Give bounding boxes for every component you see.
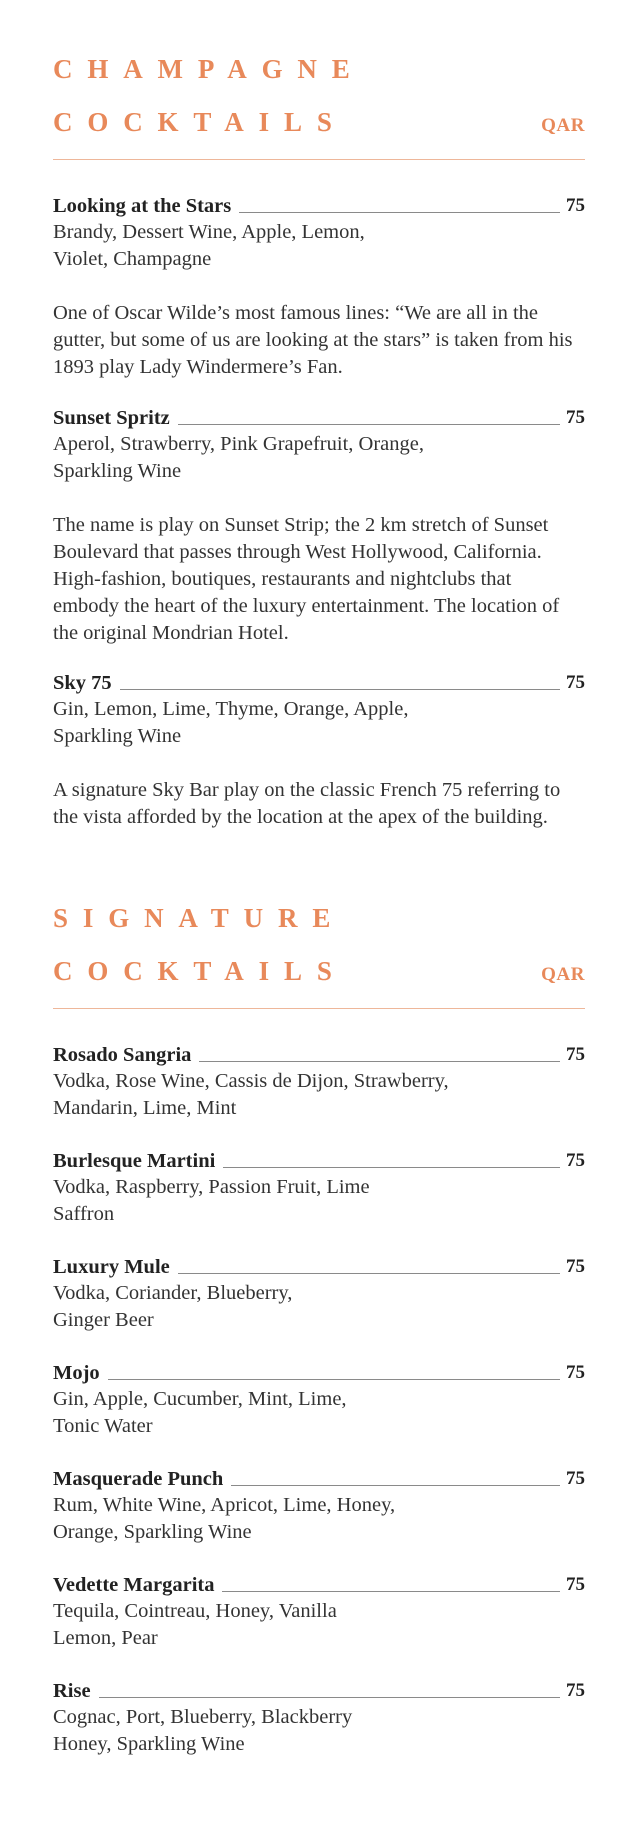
- menu-item: [53, 1360, 585, 1440]
- menu-item-header: [53, 1148, 585, 1174]
- currency-label: QAR: [541, 115, 585, 136]
- section-champagne-cocktails: [53, 54, 585, 828]
- menu-item-header: [53, 1042, 585, 1068]
- ingredients-line: Vodka, Coriander, Blueberry,: [53, 1282, 293, 1304]
- section-title-line2: COCKTAILS: [53, 107, 347, 137]
- menu-item-header: [53, 1254, 585, 1280]
- ingredients-line: Violet, Champagne: [53, 248, 212, 270]
- menu-item-price: 75: [566, 1150, 585, 1171]
- menu-item: [53, 1148, 585, 1228]
- ingredients-line: Gin, Lemon, Lime, Thyme, Orange, Apple,: [53, 698, 409, 720]
- dotted-leader: [231, 1485, 560, 1486]
- menu-item-ingredients: [53, 219, 585, 273]
- ingredients-line: Vodka, Raspberry, Passion Fruit, Lime: [53, 1176, 370, 1198]
- description-line: 1893 play Lady Windermere’s Fan.: [53, 356, 343, 378]
- ingredients-line: Orange, Sparkling Wine: [53, 1521, 252, 1543]
- ingredients-line: Lemon, Pear: [53, 1627, 158, 1649]
- ingredients-line: Sparkling Wine: [53, 460, 182, 482]
- menu-item-name: Mojo: [53, 1362, 100, 1384]
- description-line: A signature Sky Bar play on the classic French 75 referring to: [53, 779, 561, 801]
- menu-item-price: 75: [566, 1256, 585, 1277]
- menu-item-name: Burlesque Martini: [53, 1150, 216, 1172]
- ingredients-line: Sparkling Wine: [53, 725, 182, 747]
- menu-item-header: [53, 1678, 585, 1704]
- menu-item: [53, 1466, 585, 1546]
- menu-item-price: 75: [566, 1680, 585, 1701]
- menu-item-ingredients: [53, 431, 585, 485]
- description-line: High-fashion, boutiques, restaurants and nightclubs that: [53, 568, 512, 590]
- menu-item-name: Sunset Spritz: [53, 407, 170, 429]
- menu-item: [53, 193, 585, 381]
- menu-item: [53, 1042, 585, 1122]
- menu-item-price: 75: [566, 1044, 585, 1065]
- section-title-line1: CHAMPAGNE: [53, 54, 365, 84]
- menu-item: [53, 1572, 585, 1652]
- section-divider: [53, 1008, 585, 1009]
- dotted-leader: [120, 689, 560, 690]
- menu-item-header: [53, 1360, 585, 1386]
- menu-item-ingredients: [53, 1704, 585, 1758]
- menu-item-ingredients: [53, 1492, 585, 1546]
- menu-item-ingredients: [53, 1174, 585, 1228]
- description-line: One of Oscar Wilde’s most famous lines: “We are all in the: [53, 302, 539, 324]
- menu-item: [53, 670, 585, 831]
- description-line: gutter, but some of us are looking at the stars” is taken from his: [53, 329, 573, 351]
- menu-item-ingredients: [53, 1386, 585, 1440]
- description-line: The name is play on Sunset Strip; the 2 km stretch of Sunset: [53, 514, 549, 536]
- description-line: embody the heart of the luxury entertainment. The location of: [53, 595, 560, 617]
- section-title-line1: SIGNATURE: [53, 903, 346, 933]
- menu-item-header: [53, 405, 585, 431]
- menu-item-header: [53, 1466, 585, 1492]
- menu-item-ingredients: [53, 696, 585, 750]
- menu-item-name: Sky 75: [53, 672, 112, 694]
- dotted-leader: [223, 1167, 560, 1168]
- menu-item: [53, 405, 585, 647]
- menu-item-ingredients: [53, 1280, 585, 1334]
- dotted-leader: [199, 1061, 560, 1062]
- menu-item-header: [53, 1572, 585, 1598]
- menu-item-header: [53, 670, 585, 696]
- section-divider: [53, 159, 585, 160]
- ingredients-line: Cognac, Port, Blueberry, Blackberry: [53, 1706, 353, 1728]
- section-title: [53, 56, 585, 136]
- ingredients-line: Tonic Water: [53, 1415, 153, 1437]
- menu-item-price: 75: [566, 195, 585, 216]
- menu-item-description: [53, 777, 585, 831]
- ingredients-line: Aperol, Strawberry, Pink Grapefruit, Orange,: [53, 433, 424, 455]
- menu-item-price: 75: [566, 1468, 585, 1489]
- menu-item-name: Luxury Mule: [53, 1256, 170, 1278]
- ingredients-line: Tequila, Cointreau, Honey, Vanilla: [53, 1600, 337, 1622]
- menu-item-description: [53, 300, 585, 381]
- menu-item-ingredients: [53, 1598, 585, 1652]
- menu-item: [53, 1254, 585, 1334]
- dotted-leader: [108, 1379, 560, 1380]
- ingredients-line: Honey, Sparkling Wine: [53, 1733, 245, 1755]
- ingredients-line: Ginger Beer: [53, 1309, 154, 1331]
- description-line: Boulevard that passes through West Hollywood, California.: [53, 541, 542, 563]
- dotted-leader: [222, 1591, 560, 1592]
- menu-item-price: 75: [566, 1362, 585, 1383]
- menu-item-name: Looking at the Stars: [53, 195, 232, 217]
- menu-item-price: 75: [566, 672, 585, 693]
- menu-item-name: Rosado Sangria: [53, 1044, 192, 1066]
- dotted-leader: [178, 424, 560, 425]
- section-signature-cocktails: [53, 903, 585, 1755]
- ingredients-line: Saffron: [53, 1203, 115, 1225]
- dotted-leader: [239, 212, 560, 213]
- menu-item-header: [53, 193, 585, 219]
- ingredients-line: Gin, Apple, Cucumber, Mint, Lime,: [53, 1388, 347, 1410]
- ingredients-line: Mandarin, Lime, Mint: [53, 1097, 237, 1119]
- menu-item: [53, 1678, 585, 1758]
- menu-item-description: [53, 512, 585, 647]
- menu-item-ingredients: [53, 1068, 585, 1122]
- menu-item-name: Rise: [53, 1680, 91, 1702]
- ingredients-line: Vodka, Rose Wine, Cassis de Dijon, Strawberry,: [53, 1070, 449, 1092]
- ingredients-line: Rum, White Wine, Apricot, Lime, Honey,: [53, 1494, 396, 1516]
- section-title: [53, 905, 585, 985]
- ingredients-line: Brandy, Dessert Wine, Apple, Lemon,: [53, 221, 365, 243]
- currency-label: QAR: [541, 964, 585, 985]
- dotted-leader: [178, 1273, 560, 1274]
- description-line: the original Mondrian Hotel.: [53, 622, 289, 644]
- menu-item-price: 75: [566, 407, 585, 428]
- menu-item-name: Vedette Margarita: [53, 1574, 215, 1596]
- menu-item-price: 75: [566, 1574, 585, 1595]
- dotted-leader: [99, 1697, 560, 1698]
- description-line: the vista afforded by the location at the apex of the building.: [53, 806, 548, 828]
- section-title-line2: COCKTAILS: [53, 956, 347, 986]
- menu-item-name: Masquerade Punch: [53, 1468, 224, 1490]
